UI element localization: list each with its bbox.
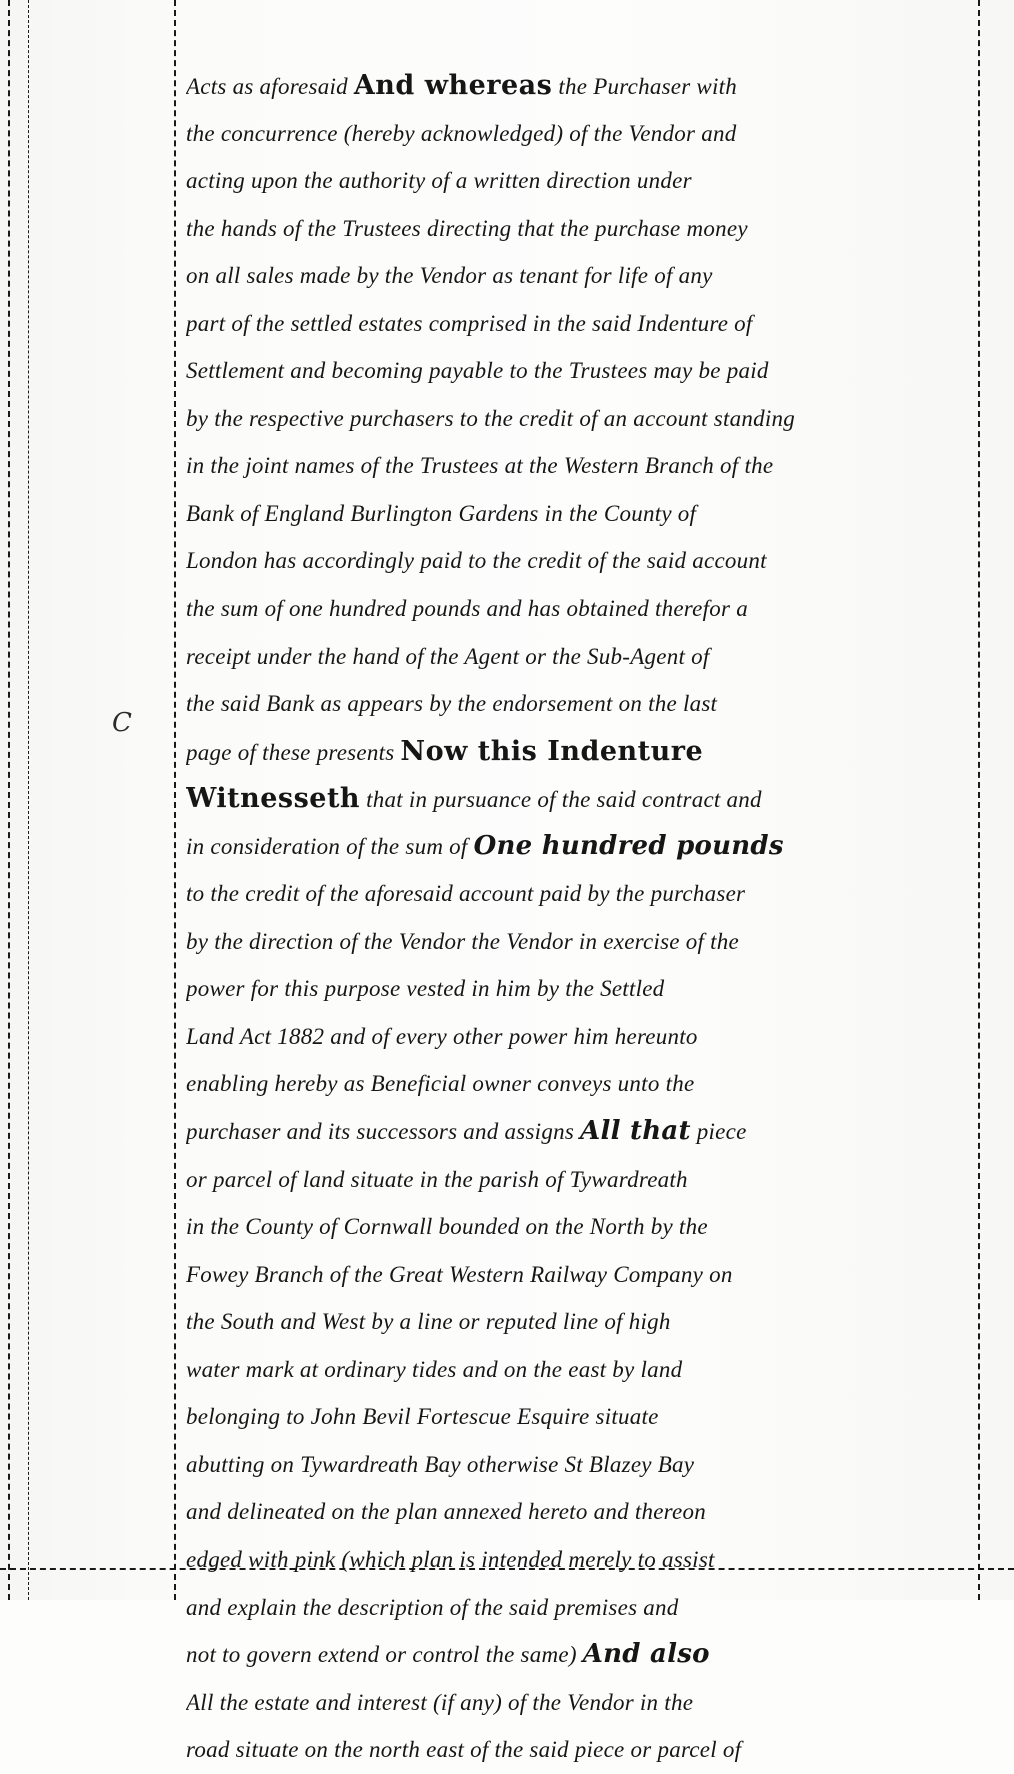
deed-line	[186, 1346, 986, 1394]
deed-text-segment: in the joint names of the Trustees at the Western Branch of the	[186, 453, 774, 479]
deed-text-segment: power for this purpose vested in him by the Settled	[186, 976, 665, 1002]
deed-line	[186, 395, 986, 443]
deed-line	[186, 1060, 986, 1108]
deed-text-segment: Acts as aforesaid	[186, 74, 354, 99]
deed-line	[186, 205, 986, 253]
deed-line	[186, 442, 986, 490]
deed-line	[186, 1203, 986, 1251]
deed-text-segment: belonging to John Bevil Fortescue Esquire situate	[186, 1404, 659, 1430]
deed-line	[186, 1156, 986, 1204]
text-margin-rule	[174, 0, 176, 1600]
deed-line	[186, 62, 986, 110]
deed-text-segment: the sum of one hundred pounds and has obtained therefor a	[186, 596, 748, 622]
deed-line	[186, 1393, 986, 1441]
deed-line	[186, 110, 986, 158]
deed-line	[186, 870, 986, 918]
margin-annotation: C	[112, 708, 132, 738]
deed-line	[186, 965, 986, 1013]
deed-heading-phrase: All that	[580, 1116, 691, 1147]
deed-line	[186, 1251, 986, 1299]
deed-text-segment: in consideration of the sum of	[186, 833, 474, 859]
deed-text-segment: to the credit of the aforesaid account paid by the purchaser	[186, 881, 746, 907]
deed-line	[186, 1536, 986, 1584]
deed-line	[186, 347, 986, 395]
deed-line	[186, 537, 986, 585]
deed-text-segment: Fowey Branch of the Great Western Railway Company on	[186, 1261, 733, 1287]
deed-text-segment: receipt under the hand of the Agent or the Sub-Agent of	[186, 643, 710, 669]
deed-text-segment: London has accordingly paid to the credit of the said account	[186, 548, 767, 574]
deed-line	[186, 1726, 986, 1774]
deed-heading-phrase: And also	[582, 1639, 710, 1670]
deed-text-segment: that in pursuance of the said contract and	[360, 787, 762, 813]
deed-heading-phrase: One hundred pounds	[473, 830, 784, 861]
deed-text-segment: piece	[690, 1119, 747, 1145]
deed-text-segment: acting upon the authority of a written direction under	[186, 168, 692, 194]
deed-text-segment: All the estate and interest (if any) of the Vendor in the	[186, 1689, 694, 1715]
deed-text-segment: part of the settled estates comprised in the said Indenture of	[186, 310, 753, 336]
deed-line	[186, 728, 986, 776]
deed-text-segment: abutting on Tywardreath Bay otherwise St Blazey Bay	[186, 1451, 695, 1477]
deed-line	[186, 585, 986, 633]
deed-heading-phrase: Witnesseth	[186, 783, 361, 815]
deed-line	[186, 1679, 986, 1727]
deed-text-segment: and delineated on the plan annexed hereto and thereon	[186, 1499, 706, 1525]
deed-line	[186, 1013, 986, 1061]
deed-text-segment: by the respective purchasers to the credit of an account standing	[186, 405, 796, 431]
deed-text-segment: in the County of Cornwall bounded on the North by the	[186, 1214, 708, 1240]
deed-line	[186, 300, 986, 348]
deed-heading-phrase: And whereas	[353, 70, 553, 101]
deed-line	[186, 918, 986, 966]
deed-text-segment: or parcel of land situate in the parish of Tywardreath	[186, 1166, 688, 1192]
deed-text-segment: enabling hereby as Beneficial owner conveys unto the	[186, 1071, 695, 1097]
deed-line	[186, 1108, 986, 1156]
deed-text-segment: by the direction of the Vendor the Vendor in exercise of the	[186, 928, 740, 954]
deed-line	[186, 490, 986, 538]
deed-text-segment: the hands of the Trustees directing that the purchase money	[186, 215, 748, 241]
deed-line	[186, 823, 986, 871]
left-margin-rule-outer	[8, 0, 10, 1600]
deed-line	[186, 157, 986, 205]
deed-text-segment: page of these presents	[186, 739, 401, 765]
deed-text-segment: road situate on the north east of the said piece or parcel of	[186, 1737, 742, 1763]
deed-text-segment: not to govern extend or control the same)	[186, 1642, 583, 1668]
deed-text-segment: the South and West by a line or reputed line of high	[186, 1309, 671, 1335]
deed-line	[186, 775, 986, 823]
deed-line	[186, 1631, 986, 1679]
deed-text-segment: and explain the description of the said premises and	[186, 1594, 679, 1620]
deed-text-segment: Settlement and becoming payable to the Trustees may be paid	[186, 358, 769, 384]
deed-heading-phrase: Now this Indenture	[400, 735, 704, 767]
deed-text-segment: water mark at ordinary tides and on the east by land	[186, 1356, 683, 1382]
deed-line	[186, 1441, 986, 1489]
deed-text-segment: the Purchaser with	[552, 74, 738, 99]
deed-line	[186, 1584, 986, 1632]
deed-line	[186, 1298, 986, 1346]
deed-text-body	[186, 62, 986, 1774]
deed-text-segment: Land Act 1882 and of every other power him hereunto	[186, 1023, 698, 1049]
deed-text-segment: the said Bank as appears by the endorsement on the last	[186, 691, 718, 717]
left-margin-rule-inner	[28, 0, 29, 1600]
deed-text-segment: the concurrence (hereby acknowledged) of the Vendor and	[186, 120, 737, 146]
deed-text-segment: Bank of England Burlington Gardens in the County of	[186, 500, 697, 526]
deed-line	[186, 680, 986, 728]
deed-line	[186, 1488, 986, 1536]
deed-line	[186, 252, 986, 300]
deed-text-segment: on all sales made by the Vendor as tenant for life of any	[186, 263, 713, 289]
deed-line	[186, 633, 986, 681]
deed-text-segment: edged with pink (which plan is intended merely to assist	[186, 1546, 715, 1572]
deed-text-segment: purchaser and its successors and assigns	[186, 1119, 581, 1145]
